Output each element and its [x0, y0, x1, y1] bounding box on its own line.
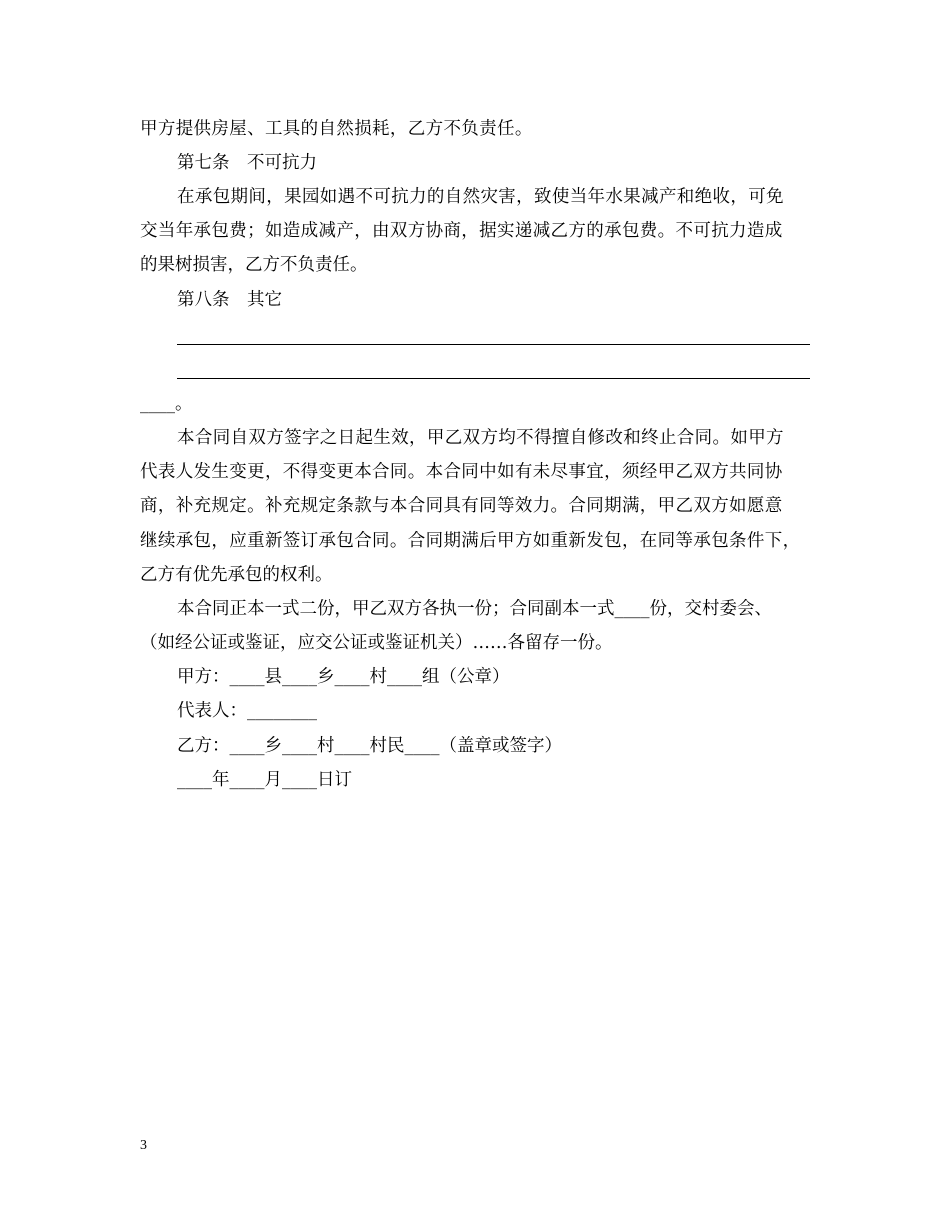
text-line: 本合同正本一式二份，甲乙双方各执一份；合同副本一式____份，交村委会、	[177, 599, 772, 619]
text-line: 乙方有优先承包的权利。	[140, 565, 333, 585]
text-line: 商，补充规定。补充规定条款与本合同具有同等效力。合同期满，甲乙双方如愿意	[140, 496, 783, 516]
text-line: 甲方提供房屋、工具的自然损耗，乙方不负责任。	[140, 119, 533, 139]
text-line: （如经公证或鉴证，应交公证或鉴证机关）……各留存一份。	[140, 633, 613, 653]
page-number: 3	[140, 1138, 147, 1153]
party-a-signature-line: 甲方：____县____乡____村____组（公章）	[177, 667, 510, 687]
article-7-heading: 第七条 不可抗力	[177, 153, 317, 173]
date-line: ____年____月____日订	[177, 770, 352, 790]
text-line: 在承包期间，果园如遇不可抗力的自然灾害，致使当年水果减产和绝收，可免	[177, 187, 784, 207]
text-line: 代表人发生变更，不得变更本合同。本合同中如有未尽事宜，须经甲乙双方共同协	[140, 462, 783, 482]
text-line: 本合同自双方签字之日起生效，甲乙双方均不得擅自修改和终止合同。如甲方	[177, 428, 784, 448]
blank-fill-line	[177, 378, 810, 379]
representative-signature-line: 代表人：________	[177, 701, 317, 721]
party-b-signature-line: 乙方：____乡____村____村民____（盖章或签字）	[177, 736, 562, 756]
article-8-heading: 第八条 其它	[177, 290, 282, 310]
blank-fill-end: ____。	[140, 394, 193, 414]
text-line: 继续承包，应重新签订承包合同。合同期满后甲方如重新发包，在同等承包条件下，	[140, 531, 801, 551]
blank-fill-line	[177, 344, 810, 345]
text-line: 的果树损害，乙方不负责任。	[140, 255, 368, 275]
text-line: 交当年承包费；如造成减产，由双方协商，据实递减乙方的承包费。不可抗力造成	[140, 221, 783, 241]
